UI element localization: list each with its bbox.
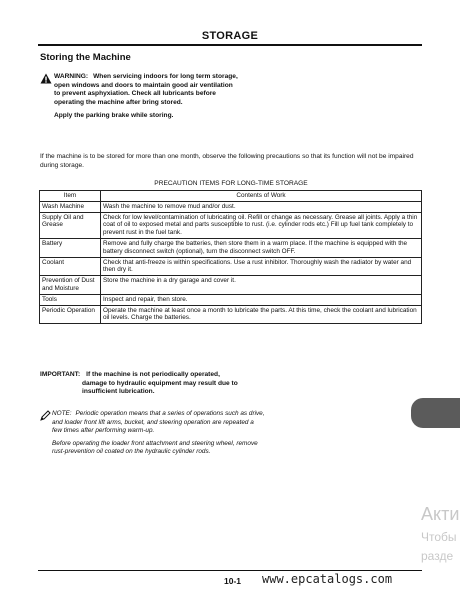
row-content: Inspect and repair, then store. xyxy=(101,294,422,305)
section-heading: Storing the Machine xyxy=(40,52,131,63)
column-header-contents: Contents of Work xyxy=(101,191,422,202)
table-row xyxy=(40,305,422,324)
row-content: Store the machine in a dry garage and cover it. xyxy=(101,276,422,295)
table-header-row xyxy=(40,191,422,202)
footer-rule xyxy=(38,570,422,571)
page-title: STORAGE xyxy=(201,30,259,42)
parking-brake-note: Apply the parking brake while storing. xyxy=(54,112,174,120)
warning-label: WARNING: xyxy=(54,73,89,80)
row-item: Prevention of Dust and Moisture xyxy=(40,276,101,295)
title-rule xyxy=(38,44,422,46)
warning-icon xyxy=(40,73,52,84)
table-row xyxy=(40,276,422,295)
row-item: Tools xyxy=(40,294,101,305)
intro-paragraph: If the machine is to be stored for more than one month, observe the following precautions so that its function will not be impaired during storage. xyxy=(40,153,414,169)
important-block xyxy=(40,371,260,397)
row-item: Periodic Operation xyxy=(40,305,101,324)
row-content: Remove and fully charge the batteries, then store them in a warm place. If the machine is equipped with the battery disconnect switch (optional), turn the disconnect switch OFF. xyxy=(101,238,422,257)
warning-block xyxy=(40,73,240,121)
row-content: Operate the machine at least once a month to lubricate the parts. At this time, check the coolant and lubrication oil levels. Charge the batteries. xyxy=(101,305,422,324)
activation-overlay-line-2: Чтобы xyxy=(421,530,457,544)
row-item: Coolant xyxy=(40,257,101,276)
activation-overlay-line-1: Акти xyxy=(421,504,460,524)
page-number: 10-1 xyxy=(224,576,242,586)
row-item: Supply Oil and Grease xyxy=(40,212,101,238)
note-text-2: Before operating the loader front attachment and steering wheel, remove rust-prevention oil coated on the hydraulic cylinder rods. xyxy=(52,439,258,456)
table-title: PRECAUTION ITEMS FOR LONG-TIME STORAGE xyxy=(154,180,308,187)
warning-text: When servicing indoors for long term storage, open windows and doors to maintain good air ventilation to prevent asphyxiation. Check all lubricants before operating the machine after bring stored. xyxy=(54,73,238,106)
important-lead: If the machine is not periodically operated, xyxy=(86,371,220,378)
table-row xyxy=(40,294,422,305)
row-item: Wash Machine xyxy=(40,201,101,212)
precautions-table xyxy=(39,190,422,324)
important-label: IMPORTANT: xyxy=(40,371,81,378)
chapter-tab xyxy=(411,398,460,428)
table-row xyxy=(40,238,422,257)
row-content: Check that anti-freeze is within specifications. Use a rust inhibitor. Thoroughly wash the radiator by water and then dry it. xyxy=(101,257,422,276)
activation-overlay-line-3: разде xyxy=(421,549,454,563)
important-text: damage to hydraulic equipment may result due to insufficient lubrication. xyxy=(82,379,238,396)
watermark: www.epcatalogs.com xyxy=(262,572,393,586)
table-row xyxy=(40,257,422,276)
row-content: Check for low level/contamination of lubricating oil. Refill or change as necessary. Grease all joints. Apply a thin coat of oil to exposed metal and parts susceptible to rust. (i.e. cylinder rods etc.) Fill up fuel tank completely to prevent rust in the fuel tank. xyxy=(101,212,422,238)
row-item: Battery xyxy=(40,238,101,257)
pencil-icon xyxy=(40,410,51,421)
table-row xyxy=(40,201,422,212)
column-header-item: Item xyxy=(40,191,101,202)
row-content: Wash the machine to remove mud and/or dust. xyxy=(101,201,422,212)
table-row xyxy=(40,212,422,238)
note-text: Periodic operation means that a series of operations such as drive, and loader front lift arms, bucket, and steering operation are repeated a few times after performing warm-up. xyxy=(52,410,265,435)
note-block xyxy=(40,410,265,457)
note-label: NOTE: xyxy=(52,410,72,417)
